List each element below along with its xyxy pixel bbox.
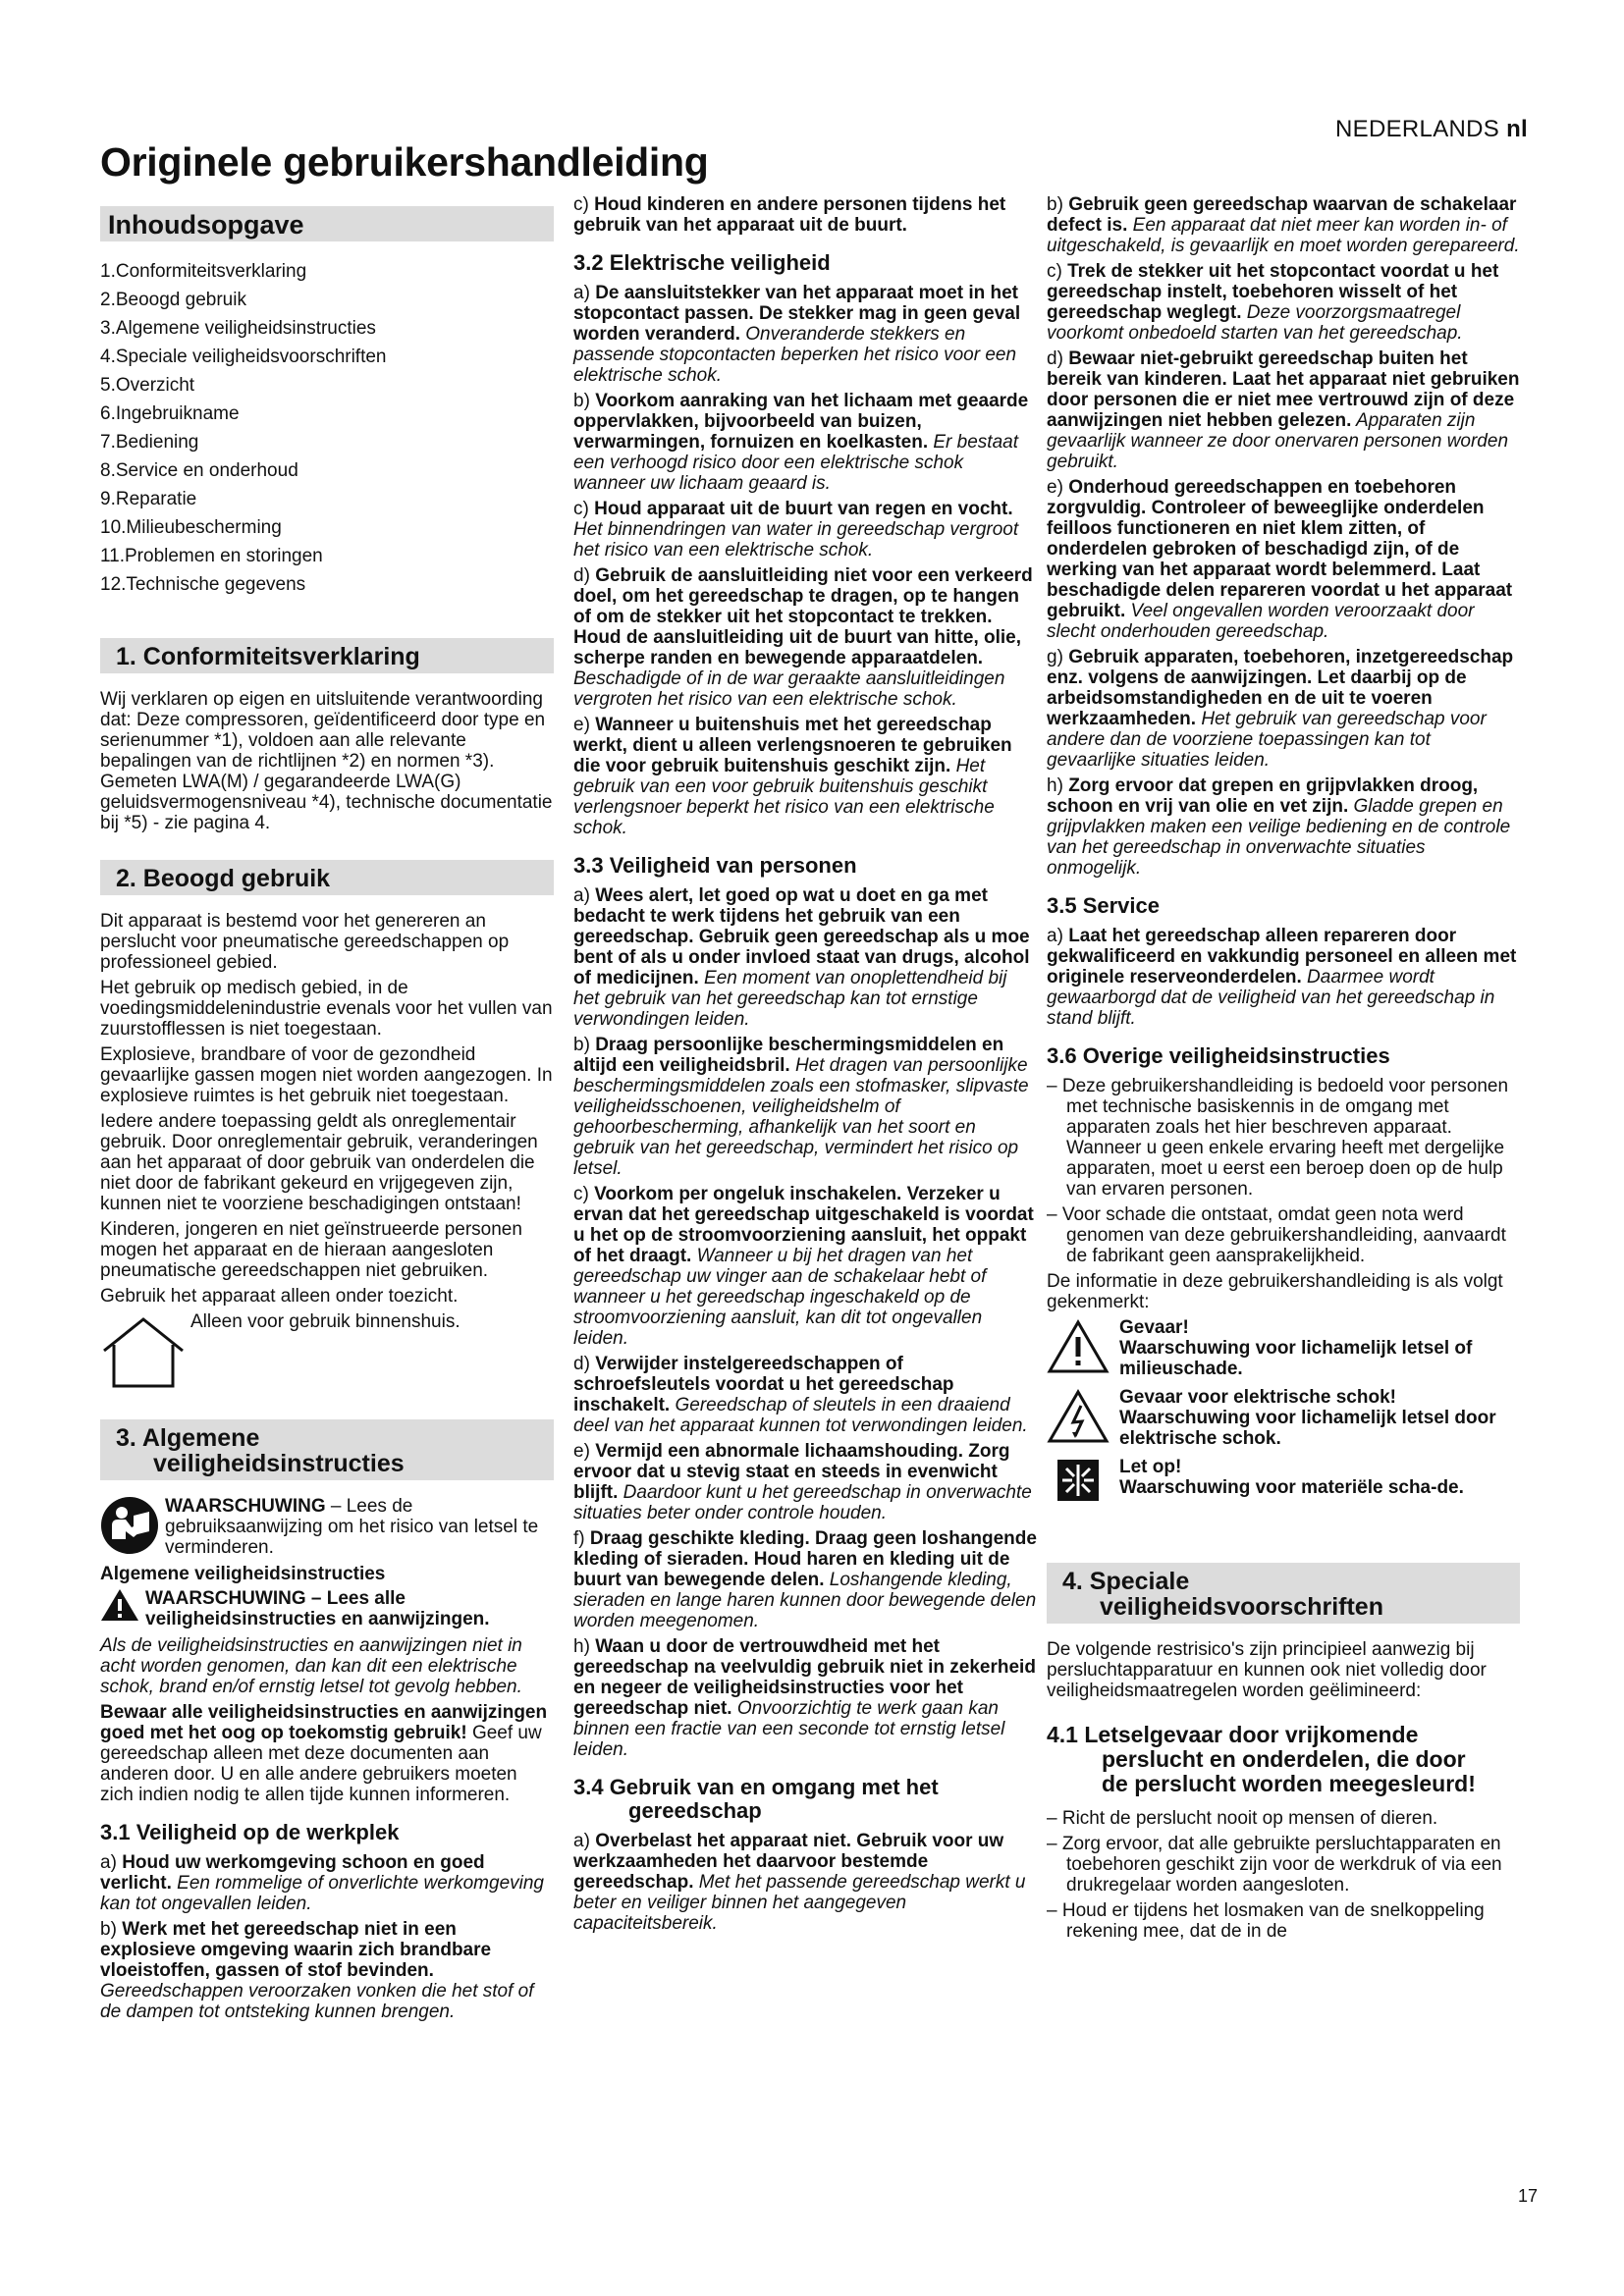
item-3-4-b bbox=[1047, 194, 1520, 256]
item-bold: Gebruik de aansluitleiding niet voor een verkeerd doel, om het gereedschap te dragen, op te hangen of om de stekker uit het stopcontact te trekken. Houd de aansluitleiding uit de buurt van hitte, olie, scherpe randen en bewegende apparaatdelen. bbox=[573, 565, 1033, 668]
item-3-4-c bbox=[1047, 261, 1520, 344]
symbol-electric-desc: Waarschuwing voor lichamelijk letsel door elektrische schok. bbox=[1119, 1408, 1496, 1449]
item-3-4-a bbox=[573, 1831, 1037, 1934]
item-prefix: e) bbox=[573, 1441, 596, 1462]
section-3-heading-line1: 3. Algemene bbox=[116, 1424, 260, 1452]
item-prefix: a) bbox=[100, 1852, 123, 1873]
item-prefix: h) bbox=[1047, 775, 1069, 796]
item-prefix: d) bbox=[573, 1354, 596, 1374]
item-bold: Wanneer u buitenshuis met het gereedschap werkt, dient u alleen verlengsnoeren te gebruiken die voor gebruik buitenshuis geschikt zijn. bbox=[573, 715, 1012, 776]
section-3-heading-line2: veiligheidsinstructies bbox=[153, 1450, 405, 1477]
item-3-2-c bbox=[573, 499, 1037, 561]
item-prefix: a) bbox=[573, 283, 596, 303]
toc-item[interactable]: 6.Ingebruikname bbox=[100, 403, 240, 424]
item-bold: Houd apparaat uit de buurt van regen en vocht. bbox=[594, 499, 1013, 519]
section-2-para: Het gebruik op medisch gebied, in de voedingsmiddelenindustrie evenals voor het vullen van zuurstofflessen is niet toegestaan. bbox=[100, 978, 553, 1040]
item-italic: Een apparaat dat niet meer kan worden in- of uitgeschakeld, is gevaarlijk en moet worden gerepareerd. bbox=[1047, 215, 1520, 256]
symbol-danger bbox=[1047, 1317, 1520, 1379]
item-bold: Bewaar niet-gebruikt gereedschap buiten het bereik van kinderen. Laat het apparaat niet gebruiken door personen die er niet mee vertrouwd zijn of deze aanwijzingen niet hebben gelezen. bbox=[1047, 348, 1520, 431]
electric-shock-icon bbox=[1047, 1389, 1110, 1444]
item-3-3-f bbox=[573, 1528, 1037, 1631]
read-manual-icon bbox=[100, 1496, 159, 1555]
item-prefix: d) bbox=[1047, 348, 1069, 369]
subsection-3-5-heading: 3.5 Service bbox=[1047, 893, 1160, 918]
item-3-1-c bbox=[573, 194, 1037, 236]
toc-item[interactable]: 7.Bediening bbox=[100, 432, 199, 453]
bullet-item: – Houd er tijdens het losmaken van de snelkoppeling rekening mee, dat de in de bbox=[1047, 1900, 1485, 1942]
bullet-item: – Deze gebruikershandleiding is bedoeld voor personen met technische basiskennis in de omgang met apparaten zoals het hier beschreven apparaat. Wanneer u geen enkele ervaring heeft met dergelijke apparaten, moet u eerst een beroep doen op de hulp van ervaren personen. bbox=[1047, 1076, 1509, 1200]
section-2-para: Kinderen, jongeren en niet geïnstrueerde personen mogen het apparaat en de hieraan aangesloten pneumatische gereedschappen niet gebruiken. bbox=[100, 1219, 522, 1281]
item-3-1-b bbox=[100, 1919, 554, 2022]
column-left bbox=[100, 206, 554, 2027]
item-3-5-a bbox=[1047, 926, 1520, 1029]
subsection-3-1-heading: 3.1 Veiligheid op de werkplek bbox=[100, 1820, 400, 1844]
page-number: 17 bbox=[1517, 2186, 1538, 2206]
item-bold: Voorkom aanraking van het lichaam met geaarde oppervlakken, bijvoorbeeld van buizen, verwarmingen, fornuizen en koelkasten. bbox=[573, 391, 1029, 453]
item-italic: Daardoor kunt u het gereedschap in onverwachte situaties beter onder controle houden. bbox=[573, 1482, 1032, 1523]
section-4-heading-line2: veiligheidsvoorschriften bbox=[1100, 1593, 1383, 1621]
section-1-text: Wij verklaren op eigen en uitsluitende verantwoording dat: Deze compressoren, geïdentificeerd door type en serienummer *1), voldoen aan alle relevante bepalingen van de richtlijnen *2) en normen *3). Gemeten LWA(M) / gegarandeerde LWA(G) geluidsvermogensniveau *4), technische documentatie bij *5) - zie pagina 4. bbox=[100, 689, 553, 833]
item-3-3-c bbox=[573, 1184, 1037, 1349]
item-bold: Gebruik geen gereedschap waarvan de schakelaar defect is. bbox=[1047, 194, 1517, 236]
section-4-heading-line1: 4. Speciale bbox=[1062, 1568, 1190, 1595]
item-bold: Onderhoud gereedschappen en toebehoren zorgvuldig. Controleer of beweeglijke onderdelen feilloos functioneren en niet klem zitten, of onderdelen gebroken of beschadigd zijn, of de werking van het apparaat wordt belemmerd. Laat beschadigde delen repareren voordat u het apparaat gebruikt. bbox=[1047, 477, 1513, 621]
general-safety-title: Algemene veiligheidsinstructies bbox=[100, 1564, 386, 1584]
subsection-3-6-heading: 3.6 Overige veiligheidsinstructies bbox=[1047, 1043, 1390, 1068]
item-italic: Gereedschappen veroorzaken vonken die het stof of de dampen tot ontsteking kunnen brengen. bbox=[100, 1981, 534, 2022]
item-3-3-a bbox=[573, 885, 1037, 1030]
item-italic: Gladde grepen en grijpvlakken maken een veilige bediening en de controle van het gereedschap in onverwachte situaties onmogelijk. bbox=[1047, 796, 1511, 879]
item-3-3-e bbox=[573, 1441, 1037, 1523]
item-bold: Draag persoonlijke beschermingsmiddelen en altijd een veiligheidsbril. bbox=[573, 1035, 1004, 1076]
item-prefix: c) bbox=[573, 499, 595, 519]
subsection-4-1-heading-line2: perslucht en onderdelen, die door bbox=[1102, 1746, 1466, 1772]
item-italic: Een rommelige of onverlichte werkomgeving kan tot ongevallen leiden. bbox=[100, 1873, 544, 1914]
general-warning bbox=[100, 1588, 554, 1629]
item-bold: De aansluitstekker van het apparaat moet in het stopcontact passen. De stekker mag in geen geval worden veranderd. bbox=[573, 283, 1021, 345]
item-bold: Zorg ervoor dat grepen en grijpvlakken droog, schoon en vrij van olie en vet zijn. bbox=[1047, 775, 1479, 817]
item-3-4-d bbox=[1047, 348, 1520, 472]
language-code: nl bbox=[1506, 116, 1528, 142]
item-prefix: a) bbox=[1047, 926, 1069, 946]
item-bold: Houd uw werkomgeving schoon en goed verlicht. bbox=[100, 1852, 485, 1894]
item-italic: Wanneer u bij het dragen van het gereedschap uw vinger aan de schakelaar hebt of wanneer u het gereedschap ingeschakeld op de stroomvoorziening aansluit, kan dit tot ongevallen leiden. bbox=[573, 1246, 987, 1349]
marking-info: De informatie in deze gebruikershandleiding is als volgt gekenmerkt: bbox=[1047, 1271, 1503, 1312]
section-1-heading: 1. Conformiteitsverklaring bbox=[100, 638, 554, 673]
section-2-para: Dit apparaat is bestemd voor het genereren an perslucht voor pneumatische gereedschappen op professioneel gebied. bbox=[100, 911, 510, 973]
toc-item[interactable]: 11.Problemen en storingen bbox=[100, 546, 323, 566]
column-right bbox=[1047, 194, 1520, 1947]
item-bold: Overbelast het apparaat niet. Gebruik voor uw werkzaamheden het daarvoor bestemde gereedschap. bbox=[573, 1831, 1004, 1893]
symbol-danger-title: Gevaar! bbox=[1119, 1317, 1189, 1338]
toc-heading: Inhoudsopgave bbox=[100, 206, 554, 241]
item-prefix: e) bbox=[1047, 477, 1069, 498]
item-prefix: d) bbox=[573, 565, 596, 586]
item-3-4-h bbox=[1047, 775, 1520, 879]
item-3-2-d bbox=[573, 565, 1037, 710]
item-italic: Deze voorzorgsmaatregel voorkomt onbedoeld starten van het gereedschap. bbox=[1047, 302, 1463, 344]
language-name: NEDERLANDS bbox=[1335, 116, 1500, 142]
symbol-attention-desc: Waarschuwing voor materiële scha-de. bbox=[1119, 1477, 1464, 1498]
item-italic: Het gebruik van een voor gebruik buitenshuis geschikt verlengsnoer beperkt het risico van een elektrische schok. bbox=[573, 756, 995, 838]
toc-item[interactable]: 1.Conformiteitsverklaring bbox=[100, 261, 307, 282]
item-bold: Trek de stekker uit het stopcontact voordat u het gereedschap instelt, toebehoren wisselt of het gereedschap weglegt. bbox=[1047, 261, 1499, 323]
item-bold: Gebruik apparaten, toebehoren, inzetgereedschap enz. volgens de aanwijzingen. Let daarbij op de arbeidsomstandigheden en de uit te voeren werkzaamheden. bbox=[1047, 647, 1514, 729]
toc-item[interactable]: 9.Reparatie bbox=[100, 489, 197, 509]
section-2-para: Gebruik het apparaat alleen onder toezicht. bbox=[100, 1286, 459, 1307]
manual-warning-text: – Lees de gebruiksaanwijzing om het risico van letsel te verminderen. bbox=[165, 1496, 539, 1558]
section-4-heading bbox=[1047, 1563, 1520, 1624]
subsection-3-3-heading: 3.3 Veiligheid van personen bbox=[573, 853, 857, 878]
manual-warning-label: WAARSCHUWING bbox=[165, 1496, 326, 1517]
item-3-3-d bbox=[573, 1354, 1037, 1436]
item-italic: Een moment van onoplettendheid bij het gebruik van het gereedschap kan tot ernstige verwondingen leiden. bbox=[573, 968, 1007, 1030]
item-italic: Apparaten zijn gevaarlijk wanneer ze door onervaren personen worden gebruikt. bbox=[1047, 410, 1509, 472]
item-3-3-h bbox=[573, 1636, 1037, 1760]
toc-item[interactable]: 3.Algemene veiligheidsinstructies bbox=[100, 318, 376, 339]
item-italic: Met het passende gereedschap werkt u beter en veiliger binnen het aangegeven capaciteitsbereik. bbox=[573, 1872, 1026, 1934]
house-icon bbox=[100, 1315, 187, 1390]
symbol-electric bbox=[1047, 1387, 1520, 1449]
general-warning-consequence: Als de veiligheidsinstructies en aanwijzingen niet in acht worden genomen, dan kan dit een elektrische schok, brand en/of ernstig letsel tot gevolg hebben. bbox=[100, 1635, 522, 1697]
item-bold: Houd kinderen en andere personen tijdens het gebruik van het apparaat uit de buurt. bbox=[573, 194, 1006, 236]
warning-triangle-icon bbox=[100, 1588, 139, 1622]
item-prefix: b) bbox=[100, 1919, 123, 1940]
toc-item[interactable]: 4.Speciale veiligheidsvoorschriften bbox=[100, 347, 387, 367]
item-prefix: c) bbox=[573, 194, 595, 215]
column-middle bbox=[573, 194, 1037, 1939]
symbol-electric-title: Gevaar voor elektrische schok! bbox=[1119, 1387, 1396, 1408]
toc-item[interactable]: 2.Beoogd gebruik bbox=[100, 290, 246, 310]
item-bold: Vermijd een abnormale lichaamshouding. Zorg ervoor dat u stevig staat en steeds in evenwicht blijft. bbox=[573, 1441, 1010, 1503]
symbol-danger-desc: Waarschuwing voor lichamelijk letsel of milieuschade. bbox=[1119, 1338, 1473, 1379]
language-label bbox=[1335, 116, 1528, 143]
item-italic: Er bestaat een verhoogd risico door een elektrische schok wanneer uw lichaam geaard is. bbox=[573, 432, 1018, 494]
item-bold: Draag geschikte kleding. Draag geen loshangende kleding of sieraden. Houd haren en kleding uit de buurt van bewegende delen. bbox=[573, 1528, 1037, 1590]
item-italic: Daarmee wordt gewaarborgd dat de veiligheid van het gereedschap in stand blijft. bbox=[1047, 967, 1495, 1029]
keep-instructions-label: Bewaar alle veiligheidsinstructies en aanwijzingen goed met het oog op toekomstig gebruik! bbox=[100, 1702, 548, 1743]
subsection-4-1-heading bbox=[1047, 1723, 1520, 1796]
subsection-3-4-heading bbox=[573, 1776, 1037, 1823]
item-3-4-e bbox=[1047, 477, 1520, 642]
item-italic: Onveranderde stekkers en passende stopcontacten beperken het risico voor een elektrische schok. bbox=[573, 324, 1017, 386]
item-italic: Veel ongevallen worden veroorzaakt door slecht onderhouden gereedschap. bbox=[1047, 601, 1475, 642]
item-italic: Loshangende kleding, sieraden en lange haren kunnen door bewegende delen worden meegenomen. bbox=[573, 1570, 1037, 1631]
material-damage-icon bbox=[1056, 1459, 1100, 1502]
subsection-4-1-heading-line3: de perslucht worden meegesleurd! bbox=[1102, 1771, 1476, 1796]
item-prefix: a) bbox=[573, 885, 596, 906]
item-3-2-a bbox=[573, 283, 1037, 386]
item-prefix: e) bbox=[573, 715, 596, 735]
item-3-2-b bbox=[573, 391, 1037, 494]
item-italic: Het binnendringen van water in gereedschap vergroot het risico van een elektrische schok. bbox=[573, 519, 1019, 561]
item-prefix: b) bbox=[1047, 194, 1069, 215]
item-bold: Werk met het gereedschap niet in een explosieve omgeving waarin zich brandbare vloeistoffen, gassen of stof bevinden. bbox=[100, 1919, 492, 1981]
toc-item[interactable]: 12.Technische gegevens bbox=[100, 574, 306, 595]
item-bold: Laat het gereedschap alleen repareren door gekwalificeerd en vakkundig personeel en alleen met originele reserveonderdelen. bbox=[1047, 926, 1517, 988]
item-prefix: g) bbox=[1047, 647, 1069, 667]
indoor-use-text: Alleen voor gebruik binnenshuis. bbox=[190, 1311, 460, 1332]
item-3-3-b bbox=[573, 1035, 1037, 1179]
section-2-para: Iedere andere toepassing geldt als onreglementair gebruik. Door onreglementair gebruik, veranderingen aan het apparaat of door gebruik van onderdelen die niet door de fabrikant gekeurd en vrijgegeven zijn, kunnen niet te voorziene beschadigingen ontstaan! bbox=[100, 1111, 538, 1214]
section-2-heading: 2. Beoogd gebruik bbox=[100, 860, 554, 895]
item-prefix: b) bbox=[573, 1035, 596, 1055]
item-bold: Verwijder instelgereedschappen of schroefsleutels voordat u het gereedschap inschakelt. bbox=[573, 1354, 954, 1415]
item-3-2-e bbox=[573, 715, 1037, 838]
item-italic: Gereedschap of sleutels in een draaiend deel van het apparaat kunnen tot verwondingen leiden. bbox=[573, 1395, 1028, 1436]
item-3-4-g bbox=[1047, 647, 1520, 771]
item-3-1-a bbox=[100, 1852, 554, 1914]
item-bold: Wees alert, let goed op wat u doet en ga met bedacht te werk tijdens het gebruik van een gereedschap. Gebruik geen gereedschap als u moe bent of als u onder invloed staat van drugs, alcohol of medicijnen. bbox=[573, 885, 1030, 988]
section-2-para: Explosieve, brandbare of voor de gezondheid gevaarlijke gassen mogen niet worden aangezogen. In explosieve ruimtes is het gebruik niet toegestaan. bbox=[100, 1044, 553, 1106]
warning-triangle-icon bbox=[1047, 1319, 1110, 1374]
manual-warning bbox=[100, 1496, 554, 1558]
subsection-4-1-heading-line1: 4.1 Letselgevaar door vrijkomende bbox=[1047, 1722, 1419, 1747]
item-italic: Het dragen van persoonlijke beschermingsmiddelen zoals een stofmasker, slipvaste veiligheidsschoenen, veiligheidshelm of gehoorbescherming, afhankelijk van het soort en gebruik van het gereedschap, vermindert het risico op letsel. bbox=[573, 1055, 1029, 1179]
section-3-heading bbox=[100, 1419, 554, 1480]
section-4-intro: De volgende restrisico's zijn principieel aanwezig bij persluchtapparatuur en kunnen ook niet volledig door veiligheidsmaatregelen worden geëlimineerd: bbox=[1047, 1639, 1487, 1701]
bullet-item: – Zorg ervoor, dat alle gebruikte persluchtapparaten en toebehoren geschikt zijn voor de werkdruk of via een drukregelaar worden aangesloten. bbox=[1047, 1834, 1502, 1896]
symbol-attention bbox=[1047, 1457, 1520, 1502]
table-of-contents bbox=[100, 257, 554, 599]
toc-item[interactable]: 5.Overzicht bbox=[100, 375, 195, 396]
keep-instructions-text: Geef uw gereedschap alleen met deze documenten aan anderen door. U en alle andere gebruikers moeten zich indien nodig te allen tijde kunnen informeren. bbox=[100, 1723, 542, 1805]
subsection-3-4-heading-line1: 3.4 Gebruik van en omgang met het bbox=[573, 1775, 939, 1799]
item-prefix: c) bbox=[1047, 261, 1068, 282]
item-italic: Het gebruik van gereedschap voor andere dan de voorziene toepassingen kan tot gevaarlijke situaties leiden. bbox=[1047, 709, 1487, 771]
bullet-item: – Richt de perslucht nooit op mensen of dieren. bbox=[1047, 1808, 1438, 1829]
symbol-attention-title: Let op! bbox=[1119, 1457, 1182, 1477]
page-title: Originele gebruikershandleiding bbox=[100, 139, 709, 185]
item-prefix: h) bbox=[573, 1636, 596, 1657]
item-bold: Waan u door de vertrouwdheid met het gereedschap na veelvuldig gebruik niet in zekerheid en negeer de veiligheidsinstructies voor het gereedschap niet. bbox=[573, 1636, 1036, 1719]
item-prefix: f) bbox=[573, 1528, 590, 1549]
toc-item[interactable]: 8.Service en onderhoud bbox=[100, 460, 298, 481]
subsection-3-2-heading: 3.2 Elektrische veiligheid bbox=[573, 250, 831, 275]
item-italic: Beschadigde of in de war geraakte aansluitleidingen vergroten het risico van een elektrische schok. bbox=[573, 668, 1005, 710]
subsection-3-4-heading-line2: gereedschap bbox=[628, 1798, 762, 1823]
general-warning-label: WAARSCHUWING – Lees alle veiligheidsinstructies en aanwijzingen. bbox=[145, 1588, 490, 1629]
item-prefix: c) bbox=[573, 1184, 595, 1204]
item-prefix: b) bbox=[573, 391, 596, 411]
item-bold: Voorkom per ongeluk inschakelen. Verzeker u ervan dat het gereedschap uitgeschakeld is voordat u het op de stroomvoorziening aansluit, het oppakt of het draagt. bbox=[573, 1184, 1034, 1266]
item-prefix: a) bbox=[573, 1831, 596, 1851]
bullet-item: – Voor schade die ontstaat, omdat geen nota werd genomen van deze gebruikershandleiding, aanvaardt de fabrikant geen aansprakelijkheid. bbox=[1047, 1204, 1506, 1266]
item-italic: Onvoorzichtig te werk gaan kan binnen een fractie van een seconde tot ernstig letsel leiden. bbox=[573, 1698, 1005, 1760]
toc-item[interactable]: 10.Milieubescherming bbox=[100, 517, 282, 538]
indoor-use-note bbox=[100, 1311, 554, 1390]
